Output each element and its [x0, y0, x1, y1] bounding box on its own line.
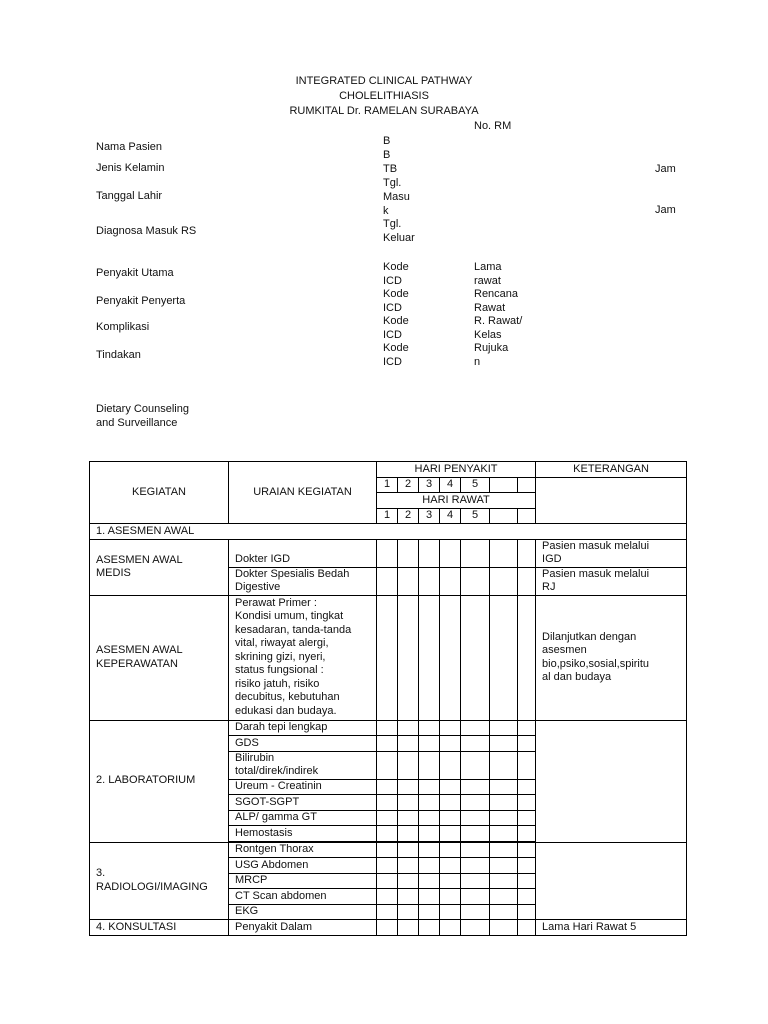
day-cell: [518, 920, 536, 936]
label-nama-pasien: Nama Pasien: [96, 141, 163, 153]
day-cell: [490, 873, 518, 889]
day-cell: [518, 795, 536, 811]
kegiatan-radiologi: 3. RADIOLOGI/IMAGING: [90, 842, 229, 920]
day-cell: [419, 795, 440, 811]
day-cell: [377, 858, 398, 874]
day-cell: [419, 567, 440, 595]
day-cell: [398, 795, 419, 811]
kode-icd-text: Kode: [383, 315, 409, 327]
kode-icd-text: ICD: [383, 302, 402, 314]
header-hari-rawat: HARI RAWAT: [377, 493, 536, 509]
day-cell: [461, 567, 490, 595]
keterangan-radiologi: [536, 842, 687, 920]
label-dietary-1: Dietary Counseling: [96, 403, 189, 415]
day-cell: [377, 779, 398, 795]
uraian-perawat-primer: Perawat Primer : Kondisi umum, tingkat kesadaran, tanda-tanda vital, riwayat alergi, skrining gizi, nyeri, status fungsional : risiko jatuh, risiko decubitus, kebutuhan edukasi dan budaya.: [229, 595, 377, 720]
header-keterangan: KETERANGAN: [536, 462, 687, 478]
day-cell: [490, 795, 518, 811]
day-cell: [377, 826, 398, 842]
day-cell: [461, 810, 490, 826]
kode-icd-text: Kode: [383, 342, 409, 354]
mid-text: Keluar: [383, 232, 415, 244]
section-title: 1. ASESMEN AWAL: [90, 524, 687, 540]
day-cell: [419, 779, 440, 795]
day-cell: [377, 751, 398, 779]
day-cell: [419, 751, 440, 779]
day-cell: [461, 751, 490, 779]
day-cell: [518, 751, 536, 779]
day-cell: [440, 826, 461, 842]
keterangan-header-blank: [536, 477, 687, 524]
day-cell: [440, 539, 461, 567]
day-cell: [490, 904, 518, 920]
day-cell: [377, 567, 398, 595]
right-col-text: Lama: [474, 261, 502, 273]
day-cell: [377, 904, 398, 920]
day-cell: [461, 595, 490, 720]
day-cell: [461, 539, 490, 567]
empty-cell: [518, 477, 536, 493]
day-number: 2: [398, 508, 419, 524]
day-cell: [490, 810, 518, 826]
day-cell: [518, 889, 536, 905]
lab-item: Hemostasis: [229, 826, 377, 842]
header-row-1: [90, 462, 687, 478]
mid-text: B: [383, 135, 391, 147]
label-komplikasi: Komplikasi: [96, 321, 150, 333]
day-cell: [440, 904, 461, 920]
mid-text: k: [383, 205, 389, 217]
day-cell: [398, 736, 419, 752]
label-penyakit-penyerta: Penyakit Penyerta: [96, 295, 186, 307]
uraian-dokter-spesialis: Dokter Spesialis Bedah Digestive: [229, 567, 377, 595]
empty-cell: [518, 508, 536, 524]
day-number: 5: [461, 477, 490, 493]
day-cell: [461, 736, 490, 752]
label-diagnosa-masuk: Diagnosa Masuk RS: [96, 225, 197, 237]
day-cell: [398, 889, 419, 905]
kode-icd-text: Kode: [383, 261, 409, 273]
day-cell: [440, 889, 461, 905]
keterangan-keperawatan: Dilanjutkan dengan asesmen bio,psiko,sosial,spiritu al dan budaya: [536, 595, 687, 720]
day-number: 4: [440, 508, 461, 524]
label-dietary-2: and Surveillance: [96, 417, 178, 429]
day-cell: [490, 736, 518, 752]
day-cell: [461, 779, 490, 795]
mid-text: Tgl.: [383, 218, 402, 230]
kegiatan-asesmen-keperawatan: ASESMEN AWAL KEPERAWATAN: [90, 595, 229, 720]
day-cell: [398, 751, 419, 779]
header-hari-penyakit: HARI PENYAKIT: [377, 462, 536, 478]
day-cell: [461, 720, 490, 736]
day-cell: [419, 858, 440, 874]
right-col-text: Rawat: [474, 302, 506, 314]
kode-icd-text: ICD: [383, 275, 402, 287]
day-cell: [461, 873, 490, 889]
day-cell: [419, 873, 440, 889]
day-cell: [440, 795, 461, 811]
no-rm-label: No. RM: [474, 120, 512, 132]
day-cell: [398, 873, 419, 889]
day-cell: [518, 539, 536, 567]
day-number: 1: [377, 477, 398, 493]
day-number: 3: [419, 508, 440, 524]
konsultasi-item: Penyakit Dalam: [229, 920, 377, 936]
day-cell: [490, 567, 518, 595]
day-cell: [419, 810, 440, 826]
day-cell: [377, 795, 398, 811]
day-cell: [440, 595, 461, 720]
day-cell: [419, 595, 440, 720]
table-row: [90, 720, 687, 736]
day-cell: [377, 720, 398, 736]
day-cell: [461, 920, 490, 936]
day-cell: [518, 873, 536, 889]
day-cell: [398, 858, 419, 874]
day-cell: [518, 904, 536, 920]
day-cell: [440, 751, 461, 779]
day-cell: [377, 920, 398, 936]
day-number: 5: [461, 508, 490, 524]
day-cell: [419, 826, 440, 842]
table-row: [90, 920, 687, 936]
day-number: 4: [440, 477, 461, 493]
day-cell: [461, 889, 490, 905]
jam-label: Jam: [655, 163, 676, 175]
mid-text: Masu: [383, 191, 410, 203]
day-cell: [490, 826, 518, 842]
day-cell: [461, 842, 490, 858]
day-cell: [461, 826, 490, 842]
label-tanggal-lahir: Tanggal Lahir: [96, 190, 163, 202]
table-row: [90, 595, 687, 720]
day-cell: [398, 720, 419, 736]
lab-item: GDS: [229, 736, 377, 752]
day-cell: [490, 920, 518, 936]
day-cell: [377, 873, 398, 889]
day-cell: [419, 920, 440, 936]
day-cell: [398, 779, 419, 795]
day-cell: [440, 567, 461, 595]
doc-title: INTEGRATED CLINICAL PATHWAY: [295, 75, 473, 87]
day-cell: [377, 595, 398, 720]
lab-item: Darah tepi lengkap: [229, 720, 377, 736]
day-cell: [398, 920, 419, 936]
day-number: 2: [398, 477, 419, 493]
day-cell: [490, 779, 518, 795]
day-cell: [518, 858, 536, 874]
day-cell: [440, 736, 461, 752]
doc-hospital-name: RUMKITAL Dr. RAMELAN SURABAYA: [289, 105, 479, 117]
day-cell: [490, 889, 518, 905]
header-kegiatan: KEGIATAN: [90, 462, 229, 524]
day-cell: [518, 567, 536, 595]
day-cell: [490, 539, 518, 567]
kode-icd-text: Kode: [383, 288, 409, 300]
label-jenis-kelamin: Jenis Kelamin: [96, 162, 165, 174]
day-cell: [440, 873, 461, 889]
rad-item: USG Abdomen: [229, 858, 377, 874]
day-cell: [419, 904, 440, 920]
jam-label: Jam: [655, 204, 676, 216]
kegiatan-laboratorium: 2. LABORATORIUM: [90, 720, 229, 842]
day-cell: [518, 842, 536, 858]
day-cell: [490, 595, 518, 720]
right-col-text: Kelas: [474, 329, 502, 341]
day-cell: [518, 779, 536, 795]
rad-item: CT Scan abdomen: [229, 889, 377, 905]
day-cell: [398, 810, 419, 826]
keterangan-rj: Pasien masuk melalui RJ: [536, 567, 687, 595]
day-cell: [377, 736, 398, 752]
lab-item: Bilirubin total/direk/indirek: [229, 751, 377, 779]
day-number: 1: [377, 508, 398, 524]
rad-item: Rontgen Thorax: [229, 842, 377, 858]
day-cell: [490, 842, 518, 858]
lab-item: Ureum - Creatinin: [229, 779, 377, 795]
day-cell: [440, 858, 461, 874]
kegiatan-asesmen-medis: ASESMEN AWAL MEDIS: [90, 539, 229, 595]
day-cell: [461, 795, 490, 811]
rad-item: EKG: [229, 904, 377, 920]
day-cell: [377, 539, 398, 567]
lab-item: ALP/ gamma GT: [229, 810, 377, 826]
day-cell: [440, 779, 461, 795]
rad-item: MRCP: [229, 873, 377, 889]
day-cell: [398, 842, 419, 858]
day-cell: [398, 567, 419, 595]
day-cell: [461, 858, 490, 874]
day-cell: [419, 842, 440, 858]
label-tindakan: Tindakan: [96, 349, 141, 361]
kode-icd-text: ICD: [383, 329, 402, 341]
empty-cell: [490, 477, 518, 493]
day-cell: [518, 720, 536, 736]
day-cell: [518, 736, 536, 752]
keterangan-igd: Pasien masuk melalui IGD: [536, 539, 687, 567]
day-cell: [440, 720, 461, 736]
day-cell: [518, 595, 536, 720]
day-number: 3: [419, 477, 440, 493]
doc-diagnosis-title: CHOLELITHIASIS: [339, 90, 429, 102]
day-cell: [377, 889, 398, 905]
clinical-pathway-table: [89, 461, 687, 936]
day-cell: [398, 595, 419, 720]
day-cell: [398, 539, 419, 567]
right-col-text: Rujuka: [474, 342, 509, 354]
day-cell: [440, 810, 461, 826]
day-cell: [440, 842, 461, 858]
day-cell: [419, 720, 440, 736]
keterangan-lama-rawat: Lama Hari Rawat 5: [536, 920, 687, 936]
day-cell: [518, 810, 536, 826]
day-cell: [419, 889, 440, 905]
table-row: [90, 539, 687, 567]
kode-icd-text: ICD: [383, 356, 402, 368]
mid-text: Tgl.: [383, 177, 402, 189]
mid-text: TB: [383, 163, 398, 175]
lab-item: SGOT-SGPT: [229, 795, 377, 811]
day-cell: [377, 842, 398, 858]
day-cell: [490, 751, 518, 779]
day-cell: [398, 826, 419, 842]
uraian-dokter-igd: Dokter IGD: [229, 539, 377, 567]
day-cell: [461, 904, 490, 920]
day-cell: [419, 736, 440, 752]
day-cell: [398, 904, 419, 920]
right-col-text: n: [474, 356, 481, 368]
kegiatan-konsultasi: 4. KONSULTASI: [90, 920, 229, 936]
label-penyakit-utama: Penyakit Utama: [96, 267, 174, 279]
day-cell: [490, 858, 518, 874]
table-row: [90, 842, 687, 858]
right-col-text: rawat: [474, 275, 501, 287]
day-cell: [440, 920, 461, 936]
right-col-text: Rencana: [474, 288, 519, 300]
day-cell: [377, 810, 398, 826]
header-uraian-kegiatan: URAIAN KEGIATAN: [229, 462, 377, 524]
mid-text: B: [383, 149, 391, 161]
day-cell: [518, 826, 536, 842]
empty-cell: [490, 508, 518, 524]
day-cell: [419, 539, 440, 567]
right-col-text: R. Rawat/: [474, 315, 523, 327]
day-cell: [490, 720, 518, 736]
section-row-asesmen-awal: [90, 524, 687, 540]
keterangan-lab: [536, 720, 687, 842]
